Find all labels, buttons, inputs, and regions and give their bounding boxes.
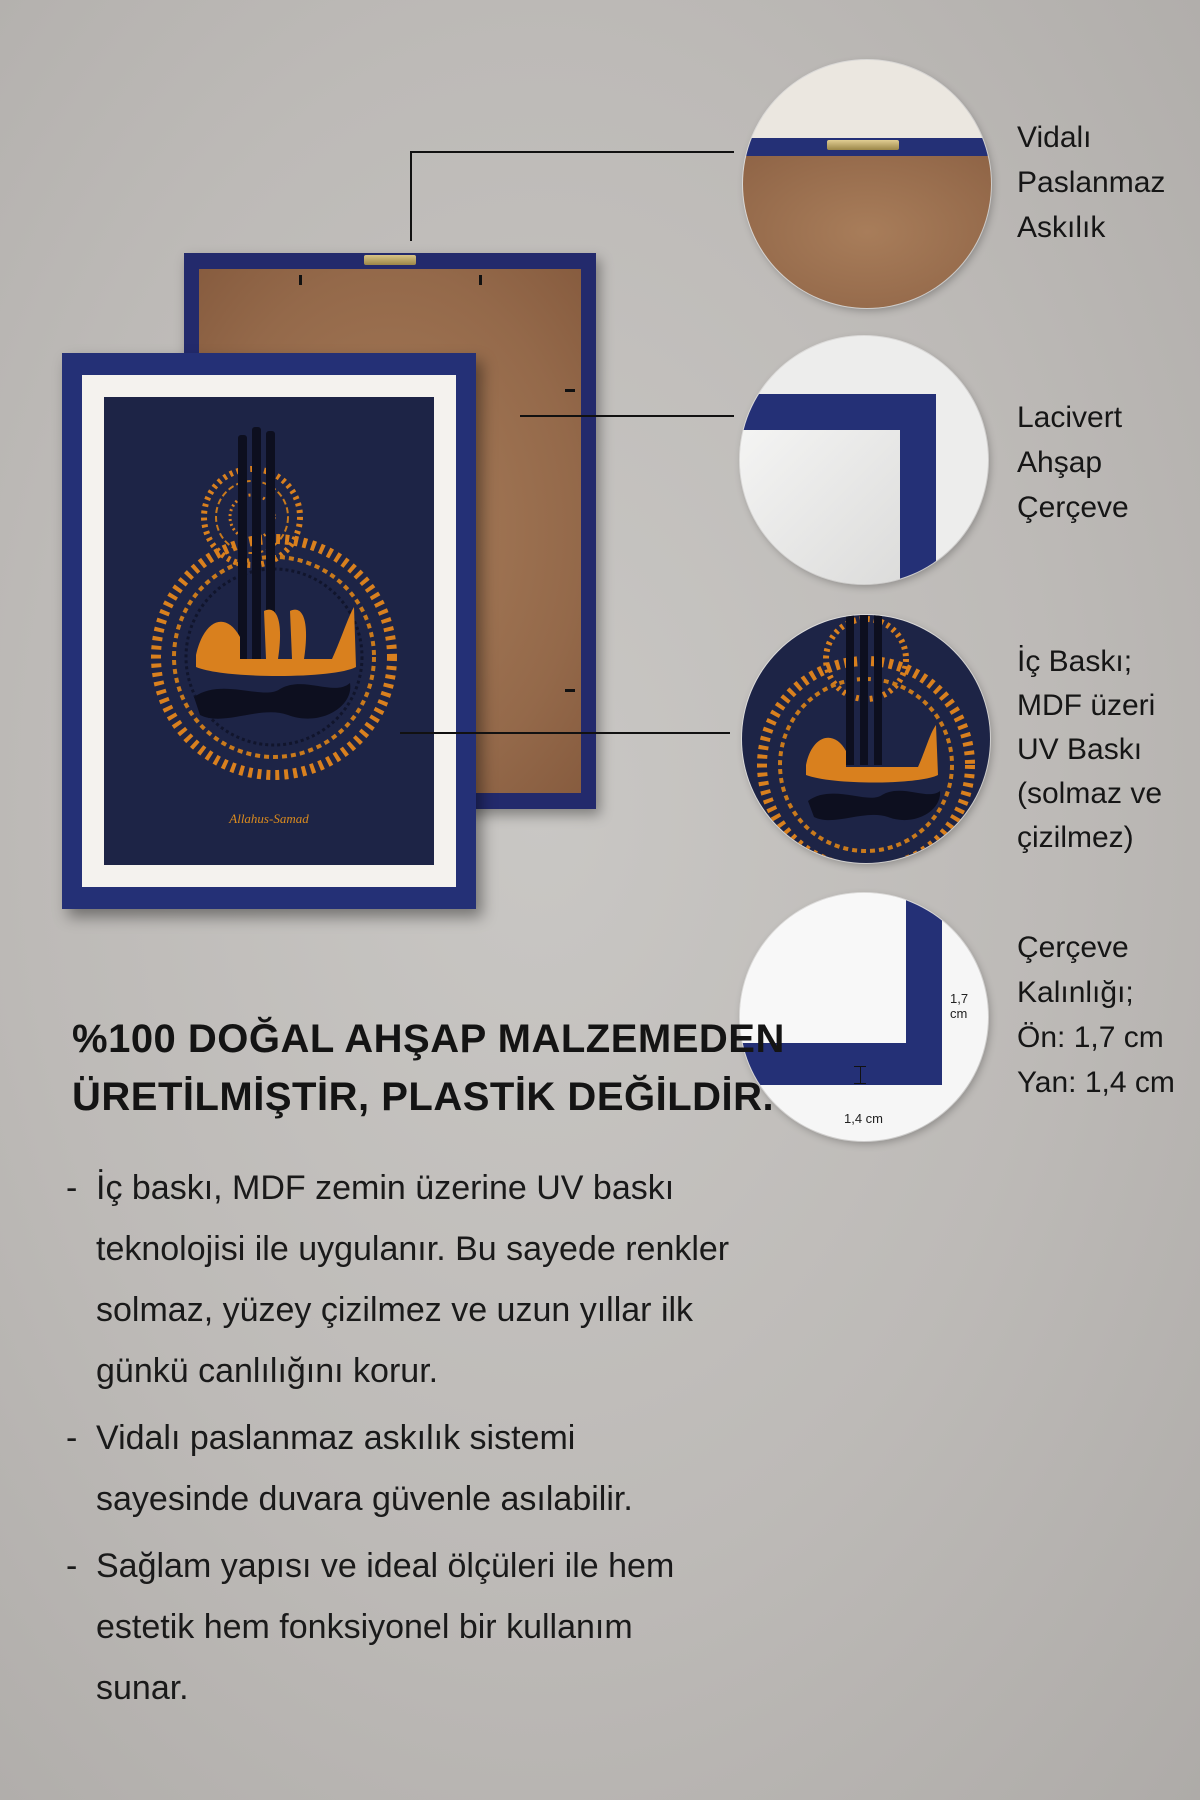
- feature-bullet-list: [66, 1158, 786, 1725]
- connector-line-frame: [520, 415, 734, 417]
- connector-line-hanger: [410, 151, 412, 241]
- backboard-clip: [565, 689, 575, 692]
- dimension-side: 1,4 cm: [844, 1111, 884, 1126]
- connector-line-print: [400, 732, 730, 734]
- headline: [72, 1010, 785, 1126]
- bullet-item: - İç baskı, MDF zemin üzerine UV baskı teknolojisi ile uygulanır. Bu sayede renkler solmaz, yüzey çizilmez ve uzun yıllar ilk günkü canlılığını korur.: [66, 1158, 786, 1402]
- headline-line: %100 DOĞAL AHŞAP MALZEMEDEN: [72, 1017, 785, 1061]
- artwork-caption: Allahus-Samad: [229, 811, 309, 826]
- calligraphy-illustration: [104, 397, 434, 865]
- feature-label-frame: Lacivert Ahşap Çerçeve: [1017, 401, 1129, 524]
- dimension-front: 1,7 cm: [950, 991, 969, 1021]
- feature-label-print: İç Baskı; MDF üzeri UV Baskı (solmaz ve çizilmez): [1017, 645, 1163, 854]
- feature-label-hanger: Vidalı Paslanmaz Askılık: [1017, 121, 1166, 244]
- bullet-item: - Vidalı paslanmaz askılık sistemi sayesinde duvara güvenle asılabilir.: [66, 1408, 786, 1530]
- bullet-dash: -: [66, 1169, 78, 1207]
- sawtooth-hanger: [364, 255, 416, 265]
- print-closeup: [742, 615, 990, 863]
- feature-label-thickness: Çerçeve Kalınlığı; Ön: 1,7 cm Yan: 1,4 cm: [1017, 931, 1175, 1099]
- detail-circle-hanger: [743, 60, 991, 308]
- headline-line: ÜRETİLMİŞTİR, PLASTİK DEĞİLDİR.: [72, 1075, 775, 1119]
- sawtooth-hanger: [827, 140, 899, 150]
- detail-circle-frame-corner: [740, 336, 988, 584]
- bullet-dash: -: [66, 1419, 78, 1457]
- connector-line-hanger: [410, 151, 734, 153]
- backboard-clip: [479, 275, 482, 285]
- bullet-item: - Sağlam yapısı ve ideal ölçüleri ile hem estetik hem fonksiyonel bir kullanım sunar.: [66, 1536, 786, 1719]
- frame-front-view: [62, 353, 476, 909]
- bullet-dash: -: [66, 1547, 78, 1585]
- backboard-clip: [565, 389, 575, 392]
- backboard-clip: [299, 275, 302, 285]
- detail-circle-print: [742, 615, 990, 863]
- calligraphy-artwork: [104, 397, 434, 865]
